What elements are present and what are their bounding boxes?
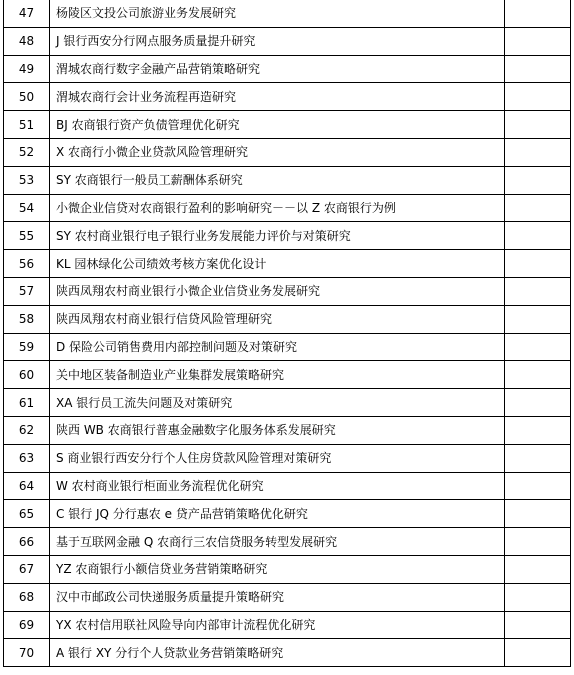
- empty-cell: [505, 250, 571, 278]
- empty-cell: [505, 472, 571, 500]
- thesis-title-cell: SY 农村商业银行电子银行业务发展能力评价与对策研究: [50, 222, 505, 250]
- thesis-title-cell: X 农商行小微企业贷款风险管理研究: [50, 138, 505, 166]
- row-number-cell: 57: [4, 277, 50, 305]
- thesis-title-cell: D 保险公司销售费用内部控制问题及对策研究: [50, 333, 505, 361]
- empty-cell: [505, 416, 571, 444]
- thesis-title-cell: 汉中市邮政公司快递服务质量提升策略研究: [50, 583, 505, 611]
- thesis-title-cell: 陕西凤翔农村商业银行信贷风险管理研究: [50, 305, 505, 333]
- row-number-cell: 50: [4, 83, 50, 111]
- row-number-cell: 59: [4, 333, 50, 361]
- thesis-title-cell: XA 银行员工流失问题及对策研究: [50, 389, 505, 417]
- row-number-cell: 47: [4, 0, 50, 27]
- empty-cell: [505, 55, 571, 83]
- empty-cell: [505, 27, 571, 55]
- table-row: [4, 639, 571, 667]
- empty-cell: [505, 611, 571, 639]
- table-row: [4, 83, 571, 111]
- thesis-title-cell: A 银行 XY 分行个人贷款业务营销策略研究: [50, 639, 505, 667]
- table-row: [4, 555, 571, 583]
- table-row: [4, 250, 571, 278]
- empty-cell: [505, 222, 571, 250]
- row-number-cell: 68: [4, 583, 50, 611]
- empty-cell: [505, 166, 571, 194]
- thesis-title-cell: 小微企业信贷对农商银行盈利的影响研究－－以 Z 农商银行为例: [50, 194, 505, 222]
- table-row: [4, 444, 571, 472]
- row-number-cell: 51: [4, 111, 50, 139]
- thesis-title-cell: 陕西 WB 农商银行普惠金融数字化服务体系发展研究: [50, 416, 505, 444]
- thesis-title-cell: 渭城农商行会计业务流程再造研究: [50, 83, 505, 111]
- table-body: [4, 0, 571, 667]
- row-number-cell: 55: [4, 222, 50, 250]
- row-number-cell: 65: [4, 500, 50, 528]
- table-row: [4, 472, 571, 500]
- empty-cell: [505, 333, 571, 361]
- thesis-topic-table-sheet: [3, 0, 570, 667]
- row-number-cell: 48: [4, 27, 50, 55]
- thesis-title-cell: J 银行西安分行网点服务质量提升研究: [50, 27, 505, 55]
- table-row: [4, 333, 571, 361]
- empty-cell: [505, 389, 571, 417]
- table-row: [4, 138, 571, 166]
- thesis-title-cell: YZ 农商银行小额信贷业务营销策略研究: [50, 555, 505, 583]
- thesis-title-cell: YX 农村信用联社风险导向内部审计流程优化研究: [50, 611, 505, 639]
- table-row: [4, 194, 571, 222]
- empty-cell: [505, 528, 571, 556]
- row-number-cell: 64: [4, 472, 50, 500]
- row-number-cell: 60: [4, 361, 50, 389]
- table-row: [4, 277, 571, 305]
- row-number-cell: 53: [4, 166, 50, 194]
- thesis-title-cell: 杨陵区文投公司旅游业务发展研究: [50, 0, 505, 27]
- empty-cell: [505, 138, 571, 166]
- row-number-cell: 67: [4, 555, 50, 583]
- row-number-cell: 69: [4, 611, 50, 639]
- thesis-title-cell: 关中地区装备制造业产业集群发展策略研究: [50, 361, 505, 389]
- empty-cell: [505, 361, 571, 389]
- empty-cell: [505, 305, 571, 333]
- row-number-cell: 62: [4, 416, 50, 444]
- row-number-cell: 70: [4, 639, 50, 667]
- table-row: [4, 111, 571, 139]
- table-row: [4, 416, 571, 444]
- empty-cell: [505, 0, 571, 27]
- row-number-cell: 58: [4, 305, 50, 333]
- table-row: [4, 222, 571, 250]
- row-number-cell: 56: [4, 250, 50, 278]
- table-row: [4, 389, 571, 417]
- thesis-title-cell: W 农村商业银行柜面业务流程优化研究: [50, 472, 505, 500]
- thesis-title-cell: 基于互联网金融 Q 农商行三农信贷服务转型发展研究: [50, 528, 505, 556]
- empty-cell: [505, 583, 571, 611]
- empty-cell: [505, 83, 571, 111]
- table-row: [4, 27, 571, 55]
- row-number-cell: 63: [4, 444, 50, 472]
- thesis-topic-table: [3, 0, 571, 667]
- thesis-title-cell: SY 农商银行一般员工薪酬体系研究: [50, 166, 505, 194]
- empty-cell: [505, 111, 571, 139]
- empty-cell: [505, 639, 571, 667]
- table-row: [4, 166, 571, 194]
- thesis-title-cell: 渭城农商行数字金融产品营销策略研究: [50, 55, 505, 83]
- row-number-cell: 52: [4, 138, 50, 166]
- empty-cell: [505, 277, 571, 305]
- table-row: [4, 55, 571, 83]
- table-row: [4, 305, 571, 333]
- row-number-cell: 54: [4, 194, 50, 222]
- table-row: [4, 611, 571, 639]
- row-number-cell: 66: [4, 528, 50, 556]
- row-number-cell: 49: [4, 55, 50, 83]
- thesis-title-cell: BJ 农商银行资产负债管理优化研究: [50, 111, 505, 139]
- empty-cell: [505, 444, 571, 472]
- table-row: [4, 583, 571, 611]
- empty-cell: [505, 555, 571, 583]
- table-row: [4, 0, 571, 27]
- thesis-title-cell: C 银行 JQ 分行惠农 e 贷产品营销策略优化研究: [50, 500, 505, 528]
- table-row: [4, 361, 571, 389]
- thesis-title-cell: 陕西凤翔农村商业银行小微企业信贷业务发展研究: [50, 277, 505, 305]
- thesis-title-cell: S 商业银行西安分行个人住房贷款风险管理对策研究: [50, 444, 505, 472]
- thesis-title-cell: KL 园林绿化公司绩效考核方案优化设计: [50, 250, 505, 278]
- empty-cell: [505, 194, 571, 222]
- row-number-cell: 61: [4, 389, 50, 417]
- table-row: [4, 500, 571, 528]
- empty-cell: [505, 500, 571, 528]
- table-row: [4, 528, 571, 556]
